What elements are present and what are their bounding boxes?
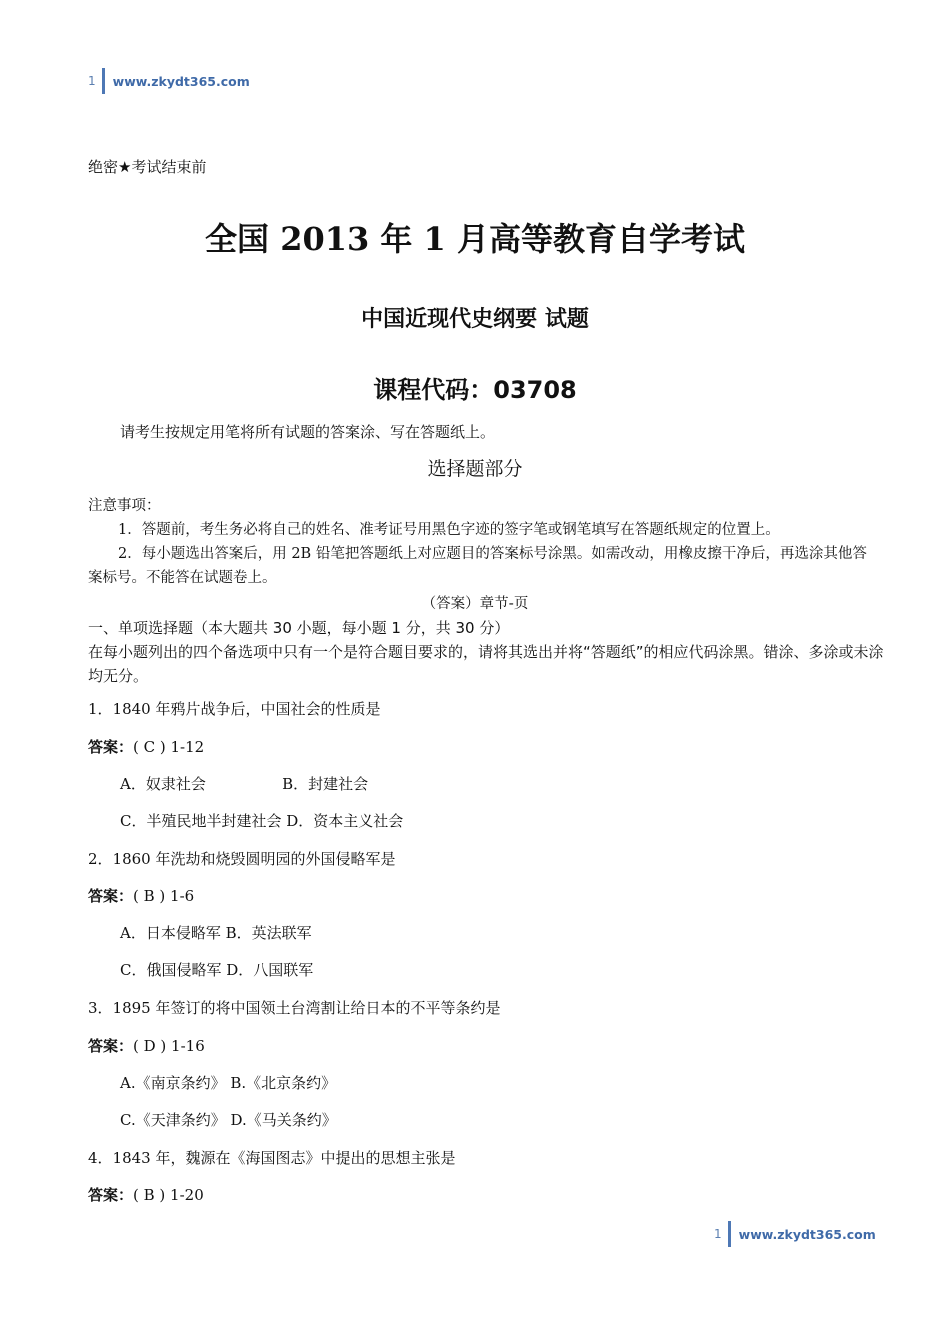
- header-divider: [102, 68, 105, 94]
- question-1-text: 1．1840 年鸦片战争后，中国社会的性质是: [88, 700, 381, 718]
- question-2-answer: [88, 885, 194, 906]
- notes-heading: 注意事项：: [88, 498, 161, 514]
- answer-label: 答案：: [88, 887, 134, 905]
- question-3-text: 3．1895 年签订的将中国领土台湾割让给日本的不平等条约是: [88, 999, 501, 1017]
- header-page-number: 1: [88, 74, 96, 88]
- page-footer: [714, 1221, 876, 1247]
- page-header: [88, 68, 250, 94]
- part1-instruction: 在每小题列出的四个备选项中只有一个是符合题目要求的，请将其选出并将“答题纸”的相应代码涂黑。错涂、多涂或未涂均无分。: [88, 643, 884, 685]
- part1-heading: 一、单项选择题（本大题共 30 小题，每小题 1 分，共 30 分）: [88, 619, 510, 637]
- exam-title: 全国 2013 年 1 月高等教育自学考试: [205, 220, 745, 258]
- confidential-label: 绝密★考试结束前: [88, 158, 207, 176]
- question-1-options-cd: C．半殖民地半封建社会 D．资本主义社会: [120, 812, 404, 830]
- answer-key-label: （答案）章节-页: [421, 596, 529, 612]
- question-2-options-cd: C．俄国侵略军 D．八国联军: [120, 961, 314, 979]
- question-4-answer: [88, 1184, 204, 1205]
- footer-divider: [728, 1221, 731, 1247]
- answer-label: 答案：: [88, 1037, 134, 1055]
- answer-value: ( B ) 1-6: [133, 887, 195, 905]
- section-title: 选择题部分: [427, 458, 523, 480]
- exam-subtitle: 中国近现代史纲要 试题: [361, 307, 589, 332]
- answer-value: ( D ) 1-16: [133, 1037, 205, 1055]
- notes-item-2: 2．每小题选出答案后，用 2B 铅笔把答题纸上对应题目的答案标号涂黑。如需改动，用橡皮擦干净后，再选涂其他答案标号。不能答在试题卷上。: [88, 546, 867, 586]
- answer-label: 答案：: [88, 1186, 134, 1204]
- footer-url-link[interactable]: www.zkydt365.com: [738, 1226, 876, 1242]
- answer-value: ( C ) 1-12: [133, 738, 205, 756]
- part1-block: [88, 616, 888, 688]
- question-3-options-cd: C.《天津条约》 D.《马关条约》: [120, 1111, 337, 1129]
- footer-page-number: 1: [714, 1227, 722, 1241]
- question-1-options-ab: A．奴隶社会 B．封建社会: [120, 775, 369, 793]
- header-url-link[interactable]: www.zkydt365.com: [112, 73, 250, 89]
- question-4-text: 4．1843 年，魏源在《海国图志》中提出的思想主张是: [88, 1149, 456, 1167]
- question-1-answer: [88, 736, 204, 757]
- exam-instruction: 请考生按规定用笔将所有试题的答案涂、写在答题纸上。: [120, 423, 496, 441]
- answer-label: 答案：: [88, 738, 134, 756]
- question-2-text: 2．1860 年洗劫和烧毁圆明园的外国侵略军是: [88, 850, 396, 868]
- notes-block: [88, 494, 878, 590]
- question-3-answer: [88, 1035, 205, 1056]
- course-code: 课程代码：03708: [373, 376, 577, 404]
- answer-value: ( B ) 1-20: [133, 1186, 204, 1204]
- notes-item-1: 1．答题前，考生务必将自己的姓名、准考证号用黑色字迹的签字笔或钢笔填写在答题纸规定的位置上。: [118, 522, 780, 538]
- question-3-options-ab: A.《南京条约》 B.《北京条约》: [120, 1074, 337, 1092]
- question-2-options-ab: A．日本侵略军 B．英法联军: [120, 924, 312, 942]
